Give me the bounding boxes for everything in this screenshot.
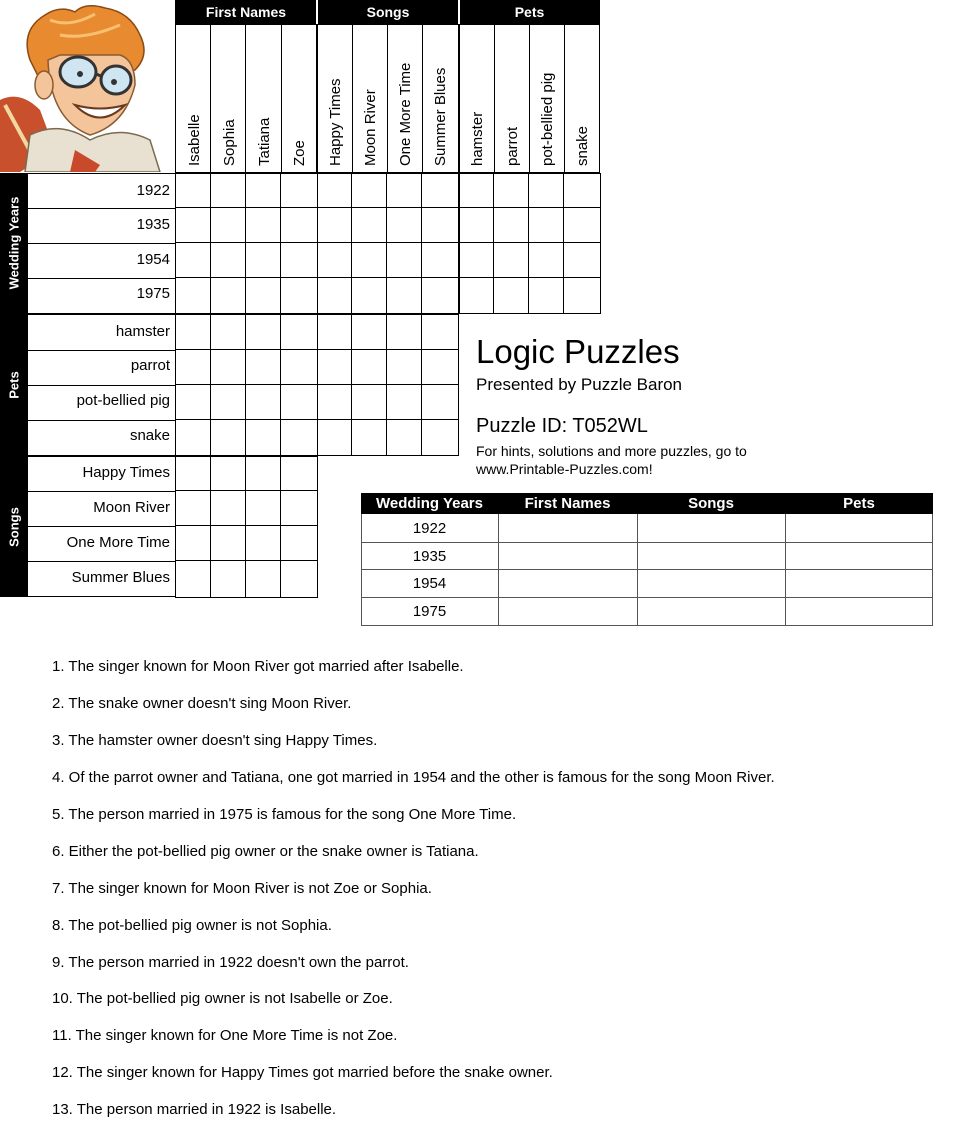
answer-cell[interactable]	[638, 598, 784, 625]
grid-cell[interactable]	[564, 208, 600, 243]
grid-cell[interactable]	[246, 350, 281, 385]
grid-cell[interactable]	[281, 491, 317, 526]
grid-cell[interactable]	[281, 385, 317, 420]
group-header-songs: Songs	[366, 4, 410, 20]
grid-cell[interactable]	[352, 278, 387, 313]
grid-cell[interactable]	[176, 208, 211, 243]
grid-cell[interactable]	[422, 385, 458, 420]
answer-cell[interactable]	[786, 598, 932, 625]
column-label-summer-blues: Summer Blues	[432, 67, 449, 166]
grid-cell[interactable]	[211, 491, 246, 526]
row-label-hamster: hamster	[115, 323, 170, 340]
grid-cell[interactable]	[246, 420, 281, 455]
column-label-one-more-time: One More Time	[397, 62, 414, 166]
grid-cell[interactable]	[494, 243, 529, 278]
grid-cell[interactable]	[422, 208, 458, 243]
grid-cell[interactable]	[387, 385, 422, 420]
grid-cell[interactable]	[281, 561, 317, 597]
clue-6: 6. Either the pot-bellied pig owner or the snake owner is Tatiana.	[52, 843, 479, 860]
grid-cell[interactable]	[460, 208, 494, 243]
grid-cell[interactable]	[176, 420, 211, 455]
puzzle-id: Puzzle ID: T052WL	[476, 415, 648, 437]
grid-cell[interactable]	[387, 350, 422, 385]
column-label-moon-river: Moon River	[362, 89, 379, 166]
grid-cell[interactable]	[176, 315, 211, 350]
grid-cell[interactable]	[281, 420, 317, 455]
grid-cell[interactable]	[246, 526, 281, 561]
answer-cell[interactable]	[786, 543, 932, 568]
answer-cell[interactable]	[638, 570, 784, 596]
row-label-1975: 1975	[136, 285, 170, 302]
grid-cell[interactable]	[176, 561, 211, 597]
grid-cell[interactable]	[460, 243, 494, 278]
website-link[interactable]: www.Printable-Puzzles.com!	[476, 461, 653, 477]
grid-cell[interactable]	[387, 174, 422, 208]
answer-cell[interactable]	[638, 515, 784, 541]
grid-cell[interactable]	[246, 491, 281, 526]
grid-cell[interactable]	[211, 457, 246, 491]
grid-cell[interactable]	[281, 526, 317, 561]
clue-1: 1. The singer known for Moon River got married after Isabelle.	[52, 658, 464, 675]
column-label-snake: snake	[574, 125, 591, 166]
answer-cell[interactable]	[499, 515, 636, 541]
row-label-parrot: parrot	[130, 357, 170, 374]
clue-4: 4. Of the parrot owner and Tatiana, one got married in 1954 and the other is famous for the song Moon River.	[52, 769, 775, 786]
grid-cell[interactable]	[246, 208, 281, 243]
clue-10: 10. The pot-bellied pig owner is not Isabelle or Zoe.	[52, 990, 393, 1007]
grid-cell[interactable]	[246, 385, 281, 420]
grid-cell[interactable]	[422, 350, 458, 385]
answer-row-1922: 1922	[412, 520, 447, 537]
grid-cell[interactable]	[281, 457, 317, 491]
grid-cell[interactable]	[422, 315, 458, 350]
grid-cell[interactable]	[176, 385, 211, 420]
grid-cell[interactable]	[246, 457, 281, 491]
column-label-isabelle: Isabelle	[186, 114, 203, 166]
column-label-parrot: parrot	[504, 126, 521, 166]
grid-cell[interactable]	[529, 243, 564, 278]
grid-cell[interactable]	[387, 278, 422, 313]
column-label-tatiana: Tatiana	[256, 117, 273, 166]
grid-cell[interactable]	[564, 278, 600, 313]
grid-cell[interactable]	[318, 208, 352, 243]
grid-cell[interactable]	[352, 385, 387, 420]
clue-7: 7. The singer known for Moon River is not Zoe or Sophia.	[52, 880, 432, 897]
grid-cell[interactable]	[318, 420, 352, 455]
grid-cell[interactable]	[211, 561, 246, 597]
grid-cell[interactable]	[387, 315, 422, 350]
grid-cell[interactable]	[211, 385, 246, 420]
column-label-happy-times: Happy Times	[327, 78, 344, 166]
column-label-zoe: Zoe	[291, 140, 308, 166]
grid-cell[interactable]	[281, 208, 317, 243]
grid-cell[interactable]	[564, 243, 600, 278]
answer-row-1935: 1935	[412, 548, 447, 565]
row-label-snake: snake	[129, 427, 170, 444]
grid-cell[interactable]	[422, 174, 458, 208]
grid-cell[interactable]	[494, 278, 529, 313]
grid-cell[interactable]	[387, 420, 422, 455]
answer-row-1975: 1975	[412, 603, 447, 620]
answer-cell[interactable]	[499, 570, 636, 596]
grid-cell[interactable]	[529, 208, 564, 243]
grid-cell[interactable]	[352, 208, 387, 243]
grid-cell[interactable]	[211, 243, 246, 278]
clue-12: 12. The singer known for Happy Times got married before the snake owner.	[52, 1064, 553, 1081]
answer-header-songs: Songs	[637, 493, 785, 514]
grid-cell[interactable]	[281, 243, 317, 278]
answer-cell[interactable]	[499, 543, 636, 568]
grid-cell[interactable]	[176, 278, 211, 313]
grid-cell[interactable]	[422, 243, 458, 278]
clue-9: 9. The person married in 1922 doesn't own the parrot.	[52, 954, 409, 971]
grid-cell[interactable]	[281, 350, 317, 385]
grid-cell[interactable]	[211, 208, 246, 243]
grid-cell[interactable]	[318, 243, 352, 278]
grid-cell[interactable]	[211, 278, 246, 313]
answer-header-first-names: First Names	[498, 493, 637, 514]
grid-cell[interactable]	[281, 315, 317, 350]
grid-cell[interactable]	[494, 208, 529, 243]
grid-cell[interactable]	[176, 491, 211, 526]
grid-cell[interactable]	[176, 526, 211, 561]
row-label-moon-river: Moon River	[93, 499, 170, 516]
grid-cell[interactable]	[211, 420, 246, 455]
row-group-label-songs: Songs	[6, 507, 22, 547]
grid-cell[interactable]	[460, 174, 494, 208]
grid-cell[interactable]	[246, 278, 281, 313]
clue-8: 8. The pot-bellied pig owner is not Sophia.	[52, 917, 332, 934]
row-label-1922: 1922	[136, 182, 170, 199]
grid-cell[interactable]	[211, 174, 246, 208]
grid-cell[interactable]	[211, 315, 246, 350]
answer-cell[interactable]	[499, 598, 636, 625]
answer-cell[interactable]	[638, 543, 784, 568]
row-label-one-more-time: One More Time	[66, 534, 170, 551]
row-group-label-wedding-years: Wedding Years	[6, 196, 22, 290]
grid-cell[interactable]	[352, 350, 387, 385]
answer-cell[interactable]	[786, 570, 932, 596]
grid-cell[interactable]	[318, 350, 352, 385]
row-group-label-pets: Pets	[6, 371, 22, 399]
page-title: Logic Puzzles	[476, 333, 680, 370]
grid-cell[interactable]	[352, 315, 387, 350]
grid-cell[interactable]	[318, 174, 352, 208]
clue-5: 5. The person married in 1975 is famous for the song One More Time.	[52, 806, 517, 823]
grid-cell[interactable]	[564, 174, 600, 208]
grid-cell[interactable]	[211, 350, 246, 385]
grid-cell[interactable]	[318, 385, 352, 420]
row-label-1935: 1935	[136, 216, 170, 233]
grid-cell[interactable]	[246, 243, 281, 278]
grid-cell[interactable]	[246, 315, 281, 350]
grid-cell[interactable]	[387, 208, 422, 243]
row-label-happy-times: Happy Times	[82, 464, 170, 481]
grid-cell[interactable]	[176, 350, 211, 385]
grid-cell[interactable]	[246, 561, 281, 597]
clue-3: 3. The hamster owner doesn't sing Happy Times.	[52, 732, 378, 749]
grid-cell[interactable]	[460, 278, 494, 313]
clue-13: 13. The person married in 1922 is Isabelle.	[52, 1101, 337, 1118]
grid-cell[interactable]	[318, 315, 352, 350]
answer-header-pets: Pets	[785, 493, 933, 514]
group-header-pets: Pets	[514, 4, 545, 20]
grid-cell[interactable]	[494, 174, 529, 208]
grid-cell[interactable]	[281, 278, 317, 313]
row-label-summer-blues: Summer Blues	[71, 569, 170, 586]
row-label-pot-bellied-pig: pot-bellied pig	[76, 392, 170, 409]
mascot-illustration	[0, 0, 175, 172]
column-label-pot-bellied-pig: pot-bellied pig	[539, 72, 556, 166]
grid-cell[interactable]	[422, 278, 458, 313]
column-label-sophia: Sophia	[221, 119, 238, 166]
grid-cell[interactable]	[211, 526, 246, 561]
column-label-hamster: hamster	[469, 111, 486, 166]
grid-cell[interactable]	[176, 457, 211, 491]
grid-cell[interactable]	[246, 174, 281, 208]
grid-cell[interactable]	[352, 243, 387, 278]
presenter-line: Presented by Puzzle Baron	[476, 375, 683, 394]
grid-cell[interactable]	[529, 174, 564, 208]
grid-cell[interactable]	[176, 174, 211, 208]
group-header-first-names: First Names	[205, 4, 287, 20]
grid-cell[interactable]	[318, 278, 352, 313]
row-label-1954: 1954	[136, 251, 170, 268]
grid-cell[interactable]	[352, 420, 387, 455]
clue-11: 11. The singer known for One More Time is not Zoe.	[52, 1027, 398, 1044]
grid-cell[interactable]	[176, 243, 211, 278]
grid-cell[interactable]	[281, 174, 317, 208]
grid-cell[interactable]	[529, 278, 564, 313]
answer-header-wedding-years: Wedding Years	[361, 493, 498, 514]
hint-line-1: For hints, solutions and more puzzles, go to	[476, 443, 747, 459]
grid-cell[interactable]	[422, 420, 458, 455]
answer-row-1954: 1954	[412, 575, 447, 592]
clue-2: 2. The snake owner doesn't sing Moon River.	[52, 695, 352, 712]
grid-cell[interactable]	[352, 174, 387, 208]
answer-cell[interactable]	[786, 515, 932, 541]
grid-cell[interactable]	[387, 243, 422, 278]
